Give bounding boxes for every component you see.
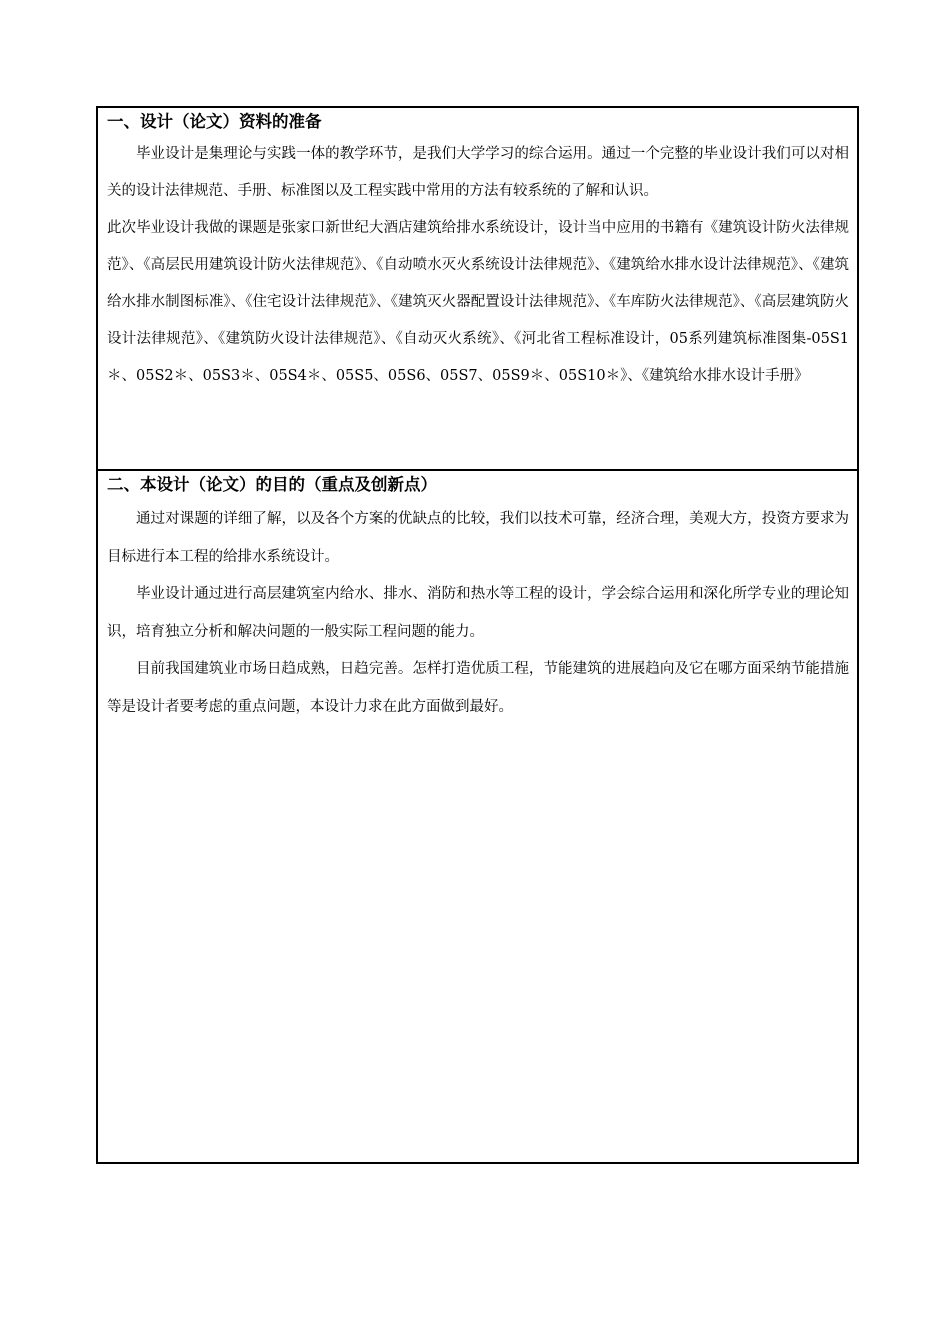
form-table <box>96 106 859 1164</box>
section-materials-preparation <box>98 108 857 471</box>
section-heading: 二、本设计（论文）的目的（重点及创新点） <box>107 475 437 494</box>
paragraph: 毕业设计通过进行高层建筑室内给水、排水、消防和热水等工程的设计，学会综合运用和深化所学专业的理论知识，培育独立分析和解决问题的一般实际工程问题的能力。 <box>107 586 849 640</box>
section-design-purpose <box>98 471 857 1162</box>
section-heading: 一、设计（论文）资料的准备 <box>107 112 322 131</box>
paragraph: 通过对课题的详细了解，以及各个方案的优缺点的比较，我们以技术可靠，经济合理，美观大方，投资方要求为目标进行本工程的给排水系统设计。 <box>107 511 849 565</box>
paragraph: 此次毕业设计我做的课题是张家口新世纪大酒店建筑给排水系统设计，设计当中应用的书籍有《建筑设计防火法律规范》、《高层民用建筑设计防火法律规范》、《自动喷水灭火系统设计法律规范》、《建筑给水排水设计法律规范》、《建筑给水排水制图标准》、《住宅设计法律规范》、《建筑灭火器配置设计法律规范》、《车库防火法律规范》、《高层建筑防火设计法律规范》、《建筑防火设计法律规范》、《自动灭火系统》、《河北省工程标准设计，05系列建筑标准图集-05S1＊、05S2＊、05S3＊、05S4＊、05S5、05S6、05S7、05S9＊、05S10＊》、《建筑给水排水设计手册》 <box>107 220 849 384</box>
paragraph: 毕业设计是集理论与实践一体的教学环节，是我们大学学习的综合运用。通过一个完整的毕业设计我们可以对相关的设计法律规范、手册、标准图以及工程实践中常用的方法有较系统的了解和认识。 <box>107 146 849 199</box>
paragraph: 目前我国建筑业市场日趋成熟，日趋完善。怎样打造优质工程，节能建筑的进展趋向及它在哪方面采纳节能措施等是设计者要考虑的重点问题，本设计力求在此方面做到最好。 <box>107 661 849 715</box>
